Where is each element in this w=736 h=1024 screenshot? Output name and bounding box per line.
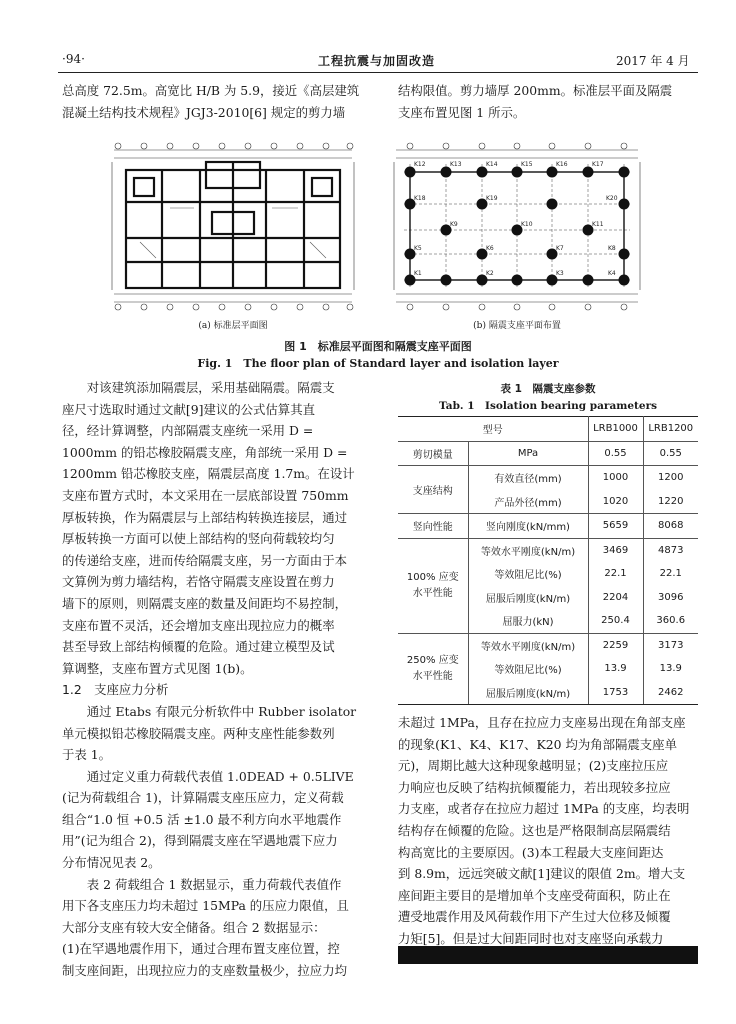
text-line: 支座布置见图 1 所示。 [398,104,526,120]
text-line: 力响应也反映了结构抗倾覆能力，若出现较多拉应 [398,779,671,795]
text-line: 力矩[5]。但是过大间距同时也对支座竖向承载力 [398,930,664,946]
table-cell: 1200 [658,472,684,484]
text-line: 通过定义重力荷载代表值 1.0DEAD + 0.5LIVE [86,768,354,784]
table-cell: 0.55 [588,441,643,466]
text-line: 混凝土结构技术规程》JGJ3-2010[6] 规定的剪力墙 [62,104,346,120]
table-cell: 1000 [588,466,643,490]
table-cell: 1220 [643,490,698,514]
table-cell: 4873 [658,544,684,556]
text-line: 构高宽比的主要原因。(3)本工程最大支座间距达 [398,844,664,860]
text-line: 力支座，或者存在拉应力超过 1MPa 的支座，均表明 [398,801,690,817]
text-line: 甚至导致上部结构倾覆的危险。通过建立模型及试 [62,639,335,655]
table-cell: 3469 [588,538,643,562]
text-line: 于表 1。 [62,747,111,763]
left-intro [62,80,372,123]
bearing-label: K2 [486,270,494,277]
bearing-label: K7 [556,245,564,252]
bearing-label: K13 [450,161,462,168]
text-line: 结构存在倾覆的危险。这也是严格限制高层隔震结 [398,822,671,838]
text-line: 1000mm 的铅芯橡胶隔震支座，角部统一采用 D = [62,444,348,460]
bearing-label: K8 [608,245,616,252]
text-line: 大部分支座有较大安全储备。组合 2 数据显示： [62,919,326,935]
table-cell: 100% 应变 水平性能 [398,538,468,633]
bearing-label: K5 [414,245,422,252]
text-line: 通过 Etabs 有限元分析软件中 Rubber isolator [86,703,357,719]
table-cell: 剪切模量 [398,441,468,466]
journal-title: 工程抗震与加固改造 [318,54,436,68]
bearing-label: K3 [556,270,564,277]
header-lrb1000: LRB1000 [588,417,643,442]
header-model: 型号 [398,417,588,442]
text-line: 分布情况见表 2。 [62,855,161,871]
table-cell: 产品外径(mm) [468,490,588,514]
table-cell: 8068 [643,514,698,539]
table-cell: 屈服力(kN) [468,609,588,633]
table-row [398,417,698,442]
text-line: 组合“1.0 恒 +0.5 活 ±1.0 最不利方向水平地震作 [62,811,342,827]
text-line: 元)，周期比越大这种现象越明显；(2)支座拉压应 [398,758,669,774]
bearing-label: K20 [606,195,618,202]
bearing-label: K9 [450,221,458,228]
text-line: 到 8.9m，远远突破文献[1]建议的限值 2m。增大支 [398,866,686,882]
table-cell: MPa [468,441,588,466]
table-cell: 屈服后刚度(kN/m) [468,586,588,610]
table-cell: 等效阻尼比(%) [468,657,588,681]
text-line: 厚板转换，作为隔震层与上部结构转换连接层，通过 [62,509,347,525]
table-row [398,514,698,539]
figure-caption-cn: 图 1 标准层平面图和隔震支座平面图 [284,340,472,353]
bearing-label: K15 [521,161,533,168]
table-cell: 竖向刚度(kN/mm) [468,514,588,539]
text-line: 单元模拟铅芯橡胶隔震支座。两种支座性能参数列 [62,725,335,741]
table-cell: 等效水平刚度(kN/m) [468,633,588,657]
text-line: 座尺寸选取时通过文献[9]建议的公式估算其直 [62,401,315,417]
bearing-label: K11 [592,221,604,228]
section-heading: 1.2 支座应力分析 [62,682,169,698]
table-cell: 0.55 [643,441,698,466]
table-cell: 2204 [588,586,643,610]
bearing-label: K6 [486,245,494,252]
text-line: 支座布置方式时，本文采用在一层底部设置 750mm [62,487,349,503]
subfigure-b-caption: (b) 隔震支座平面布置 [473,321,561,331]
standard-floor-plan [104,142,362,312]
text-line: 表 2 荷载组合 1 数据显示，重力荷载代表值作 [86,876,342,892]
right-column-text [398,712,698,950]
subfigure-a-caption: (a) 标准层平面图 [198,321,268,331]
issue-date: 2017 年 4 月 [616,54,690,68]
text-line: 座间距主要目的是增加单个支座受荷面积，防止在 [398,887,671,903]
bearing-label: K4 [608,270,616,277]
figure-caption-en: Fig. 1 The floor plan of Standard layer and isolation layer [197,357,559,370]
table-cell: 13.9 [659,663,682,675]
table-cell: 有效直径(mm) [468,466,588,490]
text-line: 文算例为剪力墙结构，若恪守隔震支座设置在剪力 [62,574,335,590]
isolation-bearing-layout [386,142,648,312]
text-line: 用”(记为组合 2)，得到隔震支座在罕遇地震下应力 [62,833,338,849]
right-intro [398,80,698,123]
bearing-label: K14 [486,161,498,168]
bearing-label: K12 [414,161,426,168]
bearing-label: K1 [414,270,422,277]
table-cell: 竖向性能 [398,514,468,539]
text-line: 结构限值。剪力墙厚 200mm。标准层平面及隔震 [398,83,673,98]
table-cell: 1020 [588,490,643,514]
text-line: 的现象(K1、K4、K17、K20 均为角部隔震支座单 [398,736,677,752]
text-line: (1)在罕遇地震作用下，通过合理布置支座位置，控 [62,941,340,957]
text-line: 径，经计算调整，内部隔震支座统一采用 D = [62,423,314,439]
table-cell: 250.4 [588,609,643,633]
text-line: 用下各支座压力均未超过 15MPa 的压应力限值，且 [62,898,349,914]
table-cell: 支座结构 [398,466,468,514]
text-line: 墙下的原则，则隔震支座的数量及间距均不易控制， [62,595,347,611]
bearing-label: K16 [556,161,568,168]
table-caption-en: Tab. 1 Isolation bearing parameters [438,400,658,412]
table-cell: 2462 [643,681,698,705]
table-cell: 等效水平刚度(kN/m) [468,538,588,562]
bearing-label: K19 [486,195,498,202]
table-cell: 250% 应变 水平性能 [398,633,468,705]
table-cell: 1753 [588,681,643,705]
table-cell: 3173 [658,639,684,651]
text-line: 支座布置不灵活，还会增加支座出现拉应力的概率 [62,617,335,633]
text-line: 1200mm 铅芯橡胶支座，隔震层高度 1.7m。在设计 [62,466,355,482]
table-cell: 360.6 [643,609,698,633]
text-line: 算调整，支座布置方式见图 1(b)。 [62,660,253,676]
table-row [398,538,698,562]
table-cell: 5659 [588,514,643,539]
table-row [398,633,698,657]
table-cell: 2259 [588,633,643,657]
text-line: 的传递给支座，进而传给隔震支座，另一方面由于本 [62,552,347,568]
text-line: 对该建筑添加隔震层，采用基础隔震。隔震支 [86,380,335,395]
table-cell: 3096 [658,591,684,603]
page-number: ·94· [62,52,85,66]
text-line: 未超过 1MPa，且存在拉应力支座易出现在角部支座 [398,715,686,730]
header-lrb1200: LRB1200 [643,417,698,442]
scan-artifact-bar [398,946,698,964]
bearing-label: K17 [592,161,604,168]
table-cell: 等效阻尼比(%) [468,562,588,586]
text-line: 总高度 72.5m。高宽比 H/B 为 5.9，接近《高层建筑 [62,83,360,98]
text-line: 遭受地震作用及风荷载作用下产生过大位移及倾覆 [398,909,671,925]
table-cell: 屈服后刚度(kN/m) [468,681,588,705]
bearing-parameter-table [398,416,698,705]
table-caption-cn: 表 1 隔震支座参数 [500,383,596,395]
table-cell: 22.1 [659,568,682,580]
text-line: 制支座间距，出现拉应力的支座数量极少，拉应力均 [62,963,347,979]
text-line: 厚板转换一方面可以使上部结构的竖向荷载较均匀 [62,531,335,547]
bearing-label: K10 [521,221,533,228]
table-row [398,466,698,490]
left-column-text [62,377,376,982]
bearing-label: K18 [414,195,426,202]
text-line: (记为荷载组合 1)，计算隔震支座压应力，定义荷载 [62,790,344,806]
table-row [398,441,698,466]
header-rule [58,72,698,73]
table-cell: 13.9 [588,657,643,681]
table-cell: 22.1 [588,562,643,586]
